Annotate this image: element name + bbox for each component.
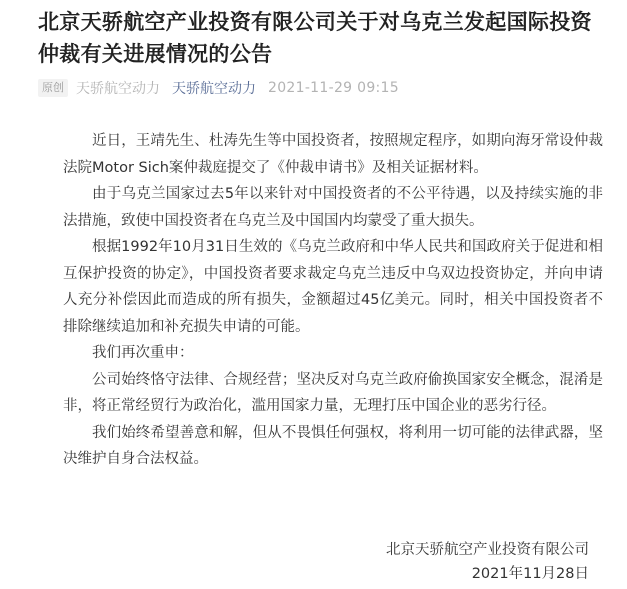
signature-date: 2021年11月28日 (471, 566, 589, 582)
publish-date: 2021-11-29 09:15 (268, 80, 399, 96)
signature (386, 538, 589, 586)
paragraph: 近日，王靖先生、杜涛先生等中国投资者，按照规定程序，如期向海牙常设仲裁法院Motor Sich案仲裁庭提交了《仲裁申请书》及相关证据材料。 (63, 133, 603, 176)
original-badge: 原创 (38, 79, 68, 97)
paragraph: 公司始终恪守法律、合规经营；坚决反对乌克兰政府偷换国家安全概念，混淆是非，将正常经贸行为政治化，滥用国家力量，无理打压中国企业的恶劣行径。 (63, 371, 603, 414)
signature-company: 北京天骄航空产业投资有限公司 (386, 542, 589, 558)
paragraph: 根据1992年10月31日生效的《乌克兰政府和中华人民共和国政府关于促进和相互保护投资的协定》，中国投资者要求裁定乌克兰违反中乌双边投资协定，并向申请人充分补偿因此而造成的所有损失，金额超过45亿美元。同时，相关中国投资者不排除继续追加和补充损失申请的可能。 (63, 239, 603, 335)
paragraph: 由于乌克兰国家过去5年以来针对中国投资者的不公平待遇，以及持续实施的非法措施，致使中国投资者在乌克兰及中国国内均蒙受了重大损失。 (63, 186, 603, 229)
article-title: 北京天骄航空产业投资有限公司关于对乌克兰发起国际投资仲裁有关进展情况的公告 (38, 10, 592, 66)
account-link[interactable]: 天骄航空动力 (172, 81, 256, 97)
author-name: 天骄航空动力 (76, 81, 160, 97)
paragraph: 我们再次重申： (92, 345, 194, 361)
paragraph: 我们始终希望善意和解，但从不畏惧任何强权，将利用一切可能的法律武器，坚决维护自身合法权益。 (63, 424, 603, 467)
article-meta (38, 77, 399, 99)
article-body (63, 128, 603, 473)
